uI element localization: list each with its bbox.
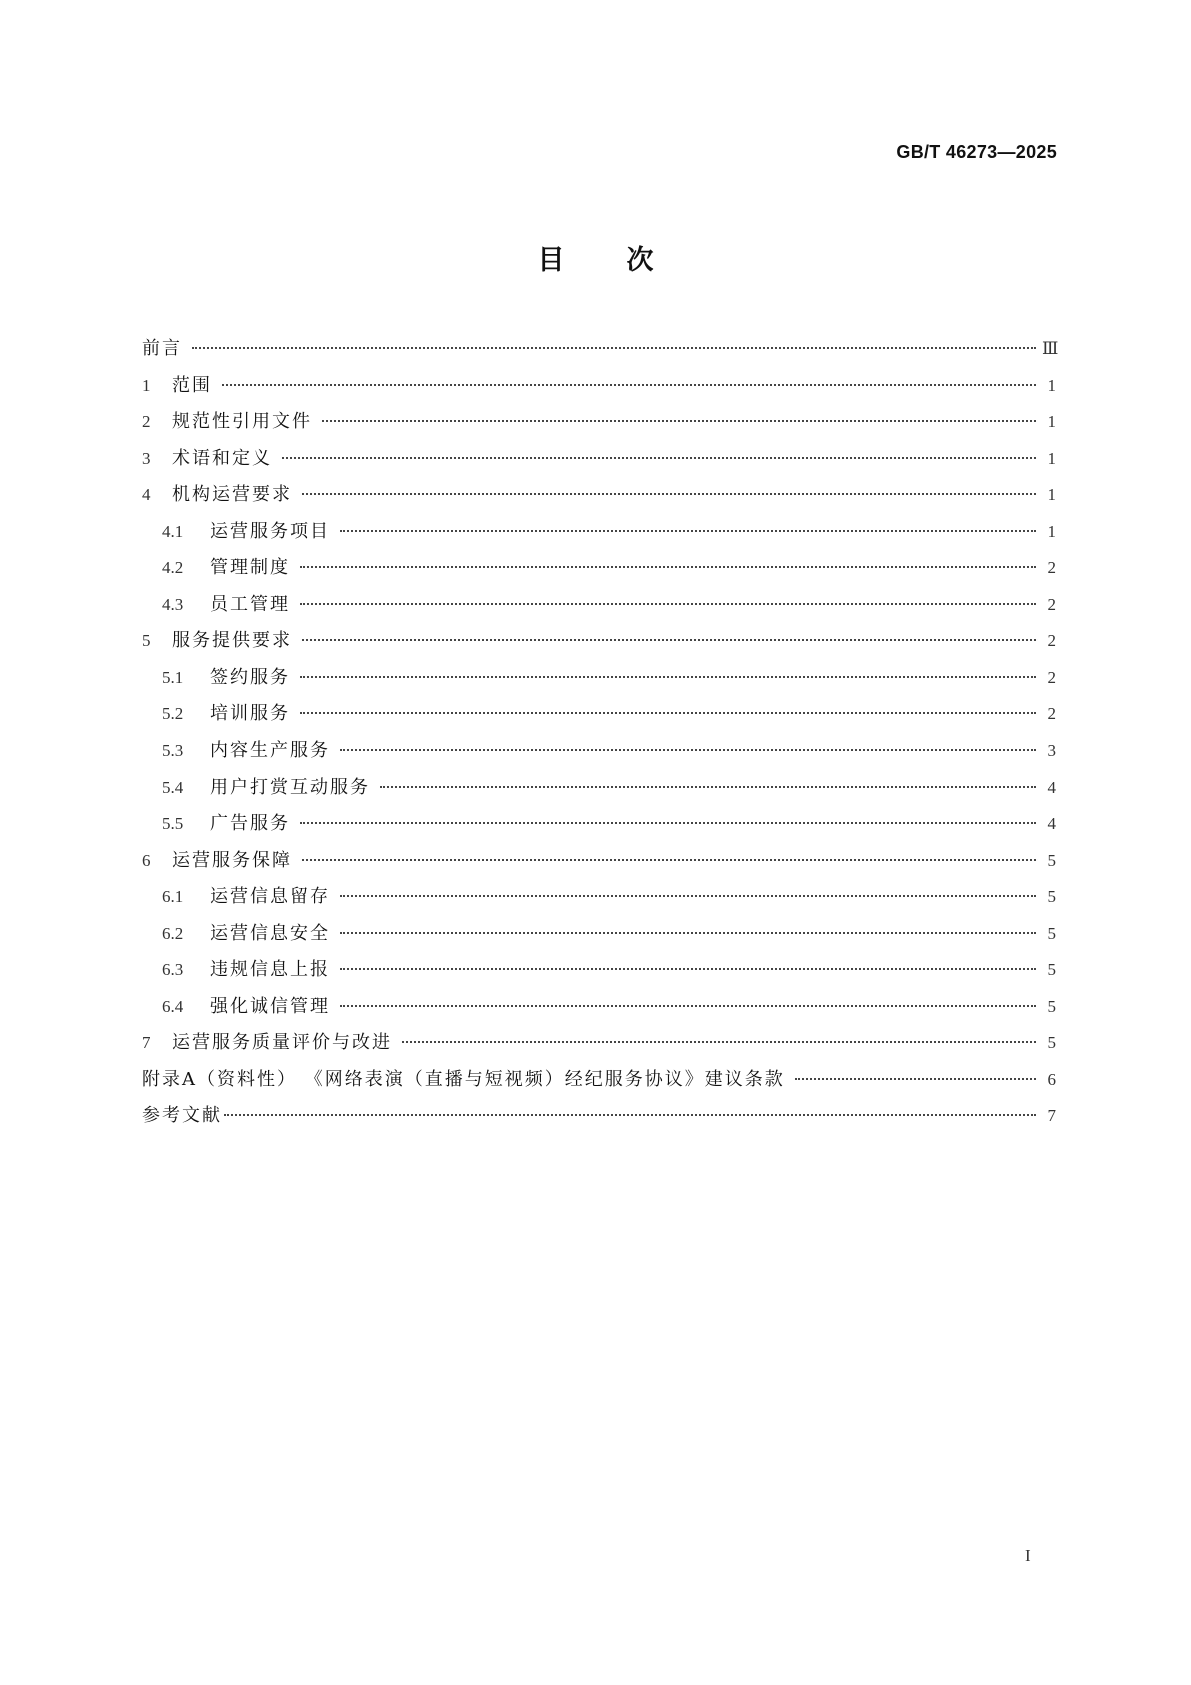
standard-code: GB/T 46273—2025 (896, 142, 1057, 162)
dot-leader (795, 1078, 1036, 1080)
toc-entry-number: 5.4 (162, 777, 184, 797)
toc-entry-page: 5 (1047, 1033, 1056, 1053)
dot-leader (340, 1005, 1036, 1007)
toc-entry[interactable] (142, 594, 1056, 631)
dot-leader (300, 676, 1036, 678)
toc-entry-number: 4 (142, 485, 151, 505)
toc-entry-page: 1 (1047, 521, 1056, 541)
toc-entry-title: 管理制度 (210, 557, 290, 579)
toc-entry-title: 员工管理 (210, 593, 290, 615)
toc-entry-page: 5 (1047, 960, 1056, 980)
toc-entry[interactable] (142, 411, 1056, 448)
toc-entry-page: Ⅲ (1042, 339, 1059, 358)
toc-entry[interactable] (142, 850, 1056, 887)
toc-entry-title: 强化诚信管理 (210, 995, 330, 1017)
dot-leader (224, 1114, 1036, 1116)
toc-entry-page: 3 (1047, 741, 1056, 761)
toc-entry[interactable] (142, 923, 1056, 960)
toc-entry[interactable] (142, 1069, 1056, 1106)
toc-entry-page: 1 (1047, 412, 1056, 432)
toc-entry-title: 运营信息留存 (210, 886, 330, 908)
toc-entry-title: 前言 (142, 338, 182, 359)
toc-entry-number: 3 (142, 448, 151, 468)
toc-entry[interactable] (142, 630, 1056, 667)
toc-entry-page: 1 (1047, 448, 1056, 468)
toc-entry-title: 运营信息安全 (210, 922, 330, 944)
toc-entry-number: 5 (142, 631, 151, 651)
toc-entry-title: 广告服务 (210, 813, 290, 835)
toc-entry-number: 5.3 (162, 741, 184, 761)
toc-entry-title: 内容生产服务 (210, 740, 330, 762)
dot-leader (282, 457, 1036, 459)
toc-entry-page: 4 (1047, 777, 1056, 797)
dot-leader (302, 859, 1036, 861)
toc-entry-page: 6 (1047, 1069, 1056, 1089)
toc-entry-title: 机构运营要求 (172, 484, 292, 506)
toc-entry[interactable] (142, 703, 1056, 740)
toc-entry-page: 5 (1047, 850, 1056, 870)
toc-entry[interactable] (142, 667, 1056, 704)
dot-leader (302, 639, 1036, 641)
toc-entry[interactable] (142, 338, 1059, 375)
toc-entry-number: 5.1 (162, 667, 184, 687)
dot-leader (300, 712, 1036, 714)
dot-leader (322, 420, 1036, 422)
toc-entry-number: 5.2 (162, 704, 184, 724)
toc-entry-title: 运营服务保障 (172, 849, 292, 871)
toc-entry[interactable] (142, 996, 1056, 1033)
toc-entry-title: 服务提供要求 (172, 630, 292, 652)
toc-entry[interactable] (142, 1032, 1056, 1069)
toc-entry-title: 违规信息上报 (210, 959, 330, 981)
toc-entry-number: 5.5 (162, 814, 184, 834)
toc-entry[interactable] (142, 375, 1056, 412)
toc-entry[interactable] (142, 777, 1056, 814)
toc-entry-title: 运营服务质量评价与改进 (172, 1032, 392, 1054)
toc-entry-page: 2 (1047, 704, 1056, 724)
page-title: 目次 (537, 245, 716, 276)
toc-entry-title: 规范性引用文件 (172, 411, 312, 433)
toc-entry[interactable] (142, 484, 1056, 521)
toc-entry-page: 5 (1047, 996, 1056, 1016)
toc-entry-page: 2 (1047, 631, 1056, 651)
dot-leader (222, 384, 1036, 386)
toc-entry-page: 7 (1047, 1106, 1056, 1126)
dot-leader (302, 493, 1036, 495)
toc-entry-page: 4 (1047, 814, 1056, 834)
toc-entry-page: 5 (1047, 887, 1056, 907)
dot-leader (192, 347, 1036, 349)
dot-leader (340, 749, 1036, 751)
toc-entry-page: 2 (1047, 558, 1056, 578)
toc-entry-title: 术语和定义 (172, 447, 272, 469)
dot-leader (340, 968, 1036, 970)
toc-entry-number: 4.2 (162, 558, 184, 578)
toc-entry-number: 4.3 (162, 594, 184, 614)
toc-entry-title: 范围 (172, 374, 212, 396)
toc-entry[interactable] (142, 448, 1056, 485)
toc-entry[interactable] (142, 557, 1056, 594)
dot-leader (340, 530, 1036, 532)
dot-leader (380, 786, 1036, 788)
toc-entry-title: 运营服务项目 (210, 520, 330, 542)
table-of-contents (142, 338, 1059, 1142)
toc-entry-number: 6.1 (162, 887, 184, 907)
toc-entry-number: 6.2 (162, 923, 184, 943)
toc-entry[interactable] (142, 886, 1056, 923)
toc-entry[interactable] (142, 813, 1056, 850)
toc-entry-number: 6.3 (162, 960, 184, 980)
toc-entry-number: 6.4 (162, 996, 184, 1016)
toc-entry-number: 7 (142, 1033, 151, 1053)
toc-entry[interactable] (142, 1105, 1056, 1142)
toc-entry-title: 用户打赏互动服务 (210, 776, 370, 798)
dot-leader (300, 822, 1036, 824)
dot-leader (300, 566, 1036, 568)
toc-entry-page: 5 (1047, 923, 1056, 943)
toc-entry-number: 1 (142, 375, 151, 395)
dot-leader (340, 932, 1036, 934)
toc-entry-title: 附录A（资料性） 《网络表演（直播与短视频）经纪服务协议》建议条款 (142, 1068, 785, 1090)
toc-entry-title: 参考文献 (142, 1105, 222, 1127)
dot-leader (300, 603, 1036, 605)
toc-entry-title: 培训服务 (210, 703, 290, 725)
toc-entry-page: 1 (1047, 485, 1056, 505)
toc-entry-number: 4.1 (162, 521, 184, 541)
toc-entry-page: 1 (1047, 375, 1056, 395)
toc-entry-title: 签约服务 (210, 666, 290, 688)
dot-leader (340, 895, 1036, 897)
footer-page-number: I (1025, 1546, 1031, 1565)
dot-leader (402, 1041, 1036, 1043)
toc-entry[interactable] (142, 740, 1056, 777)
toc-entry-number: 2 (142, 412, 151, 432)
toc-entry[interactable] (142, 521, 1056, 558)
toc-entry-page: 2 (1047, 667, 1056, 687)
toc-entry-page: 2 (1047, 594, 1056, 614)
toc-entry[interactable] (142, 959, 1056, 996)
toc-entry-number: 6 (142, 850, 151, 870)
